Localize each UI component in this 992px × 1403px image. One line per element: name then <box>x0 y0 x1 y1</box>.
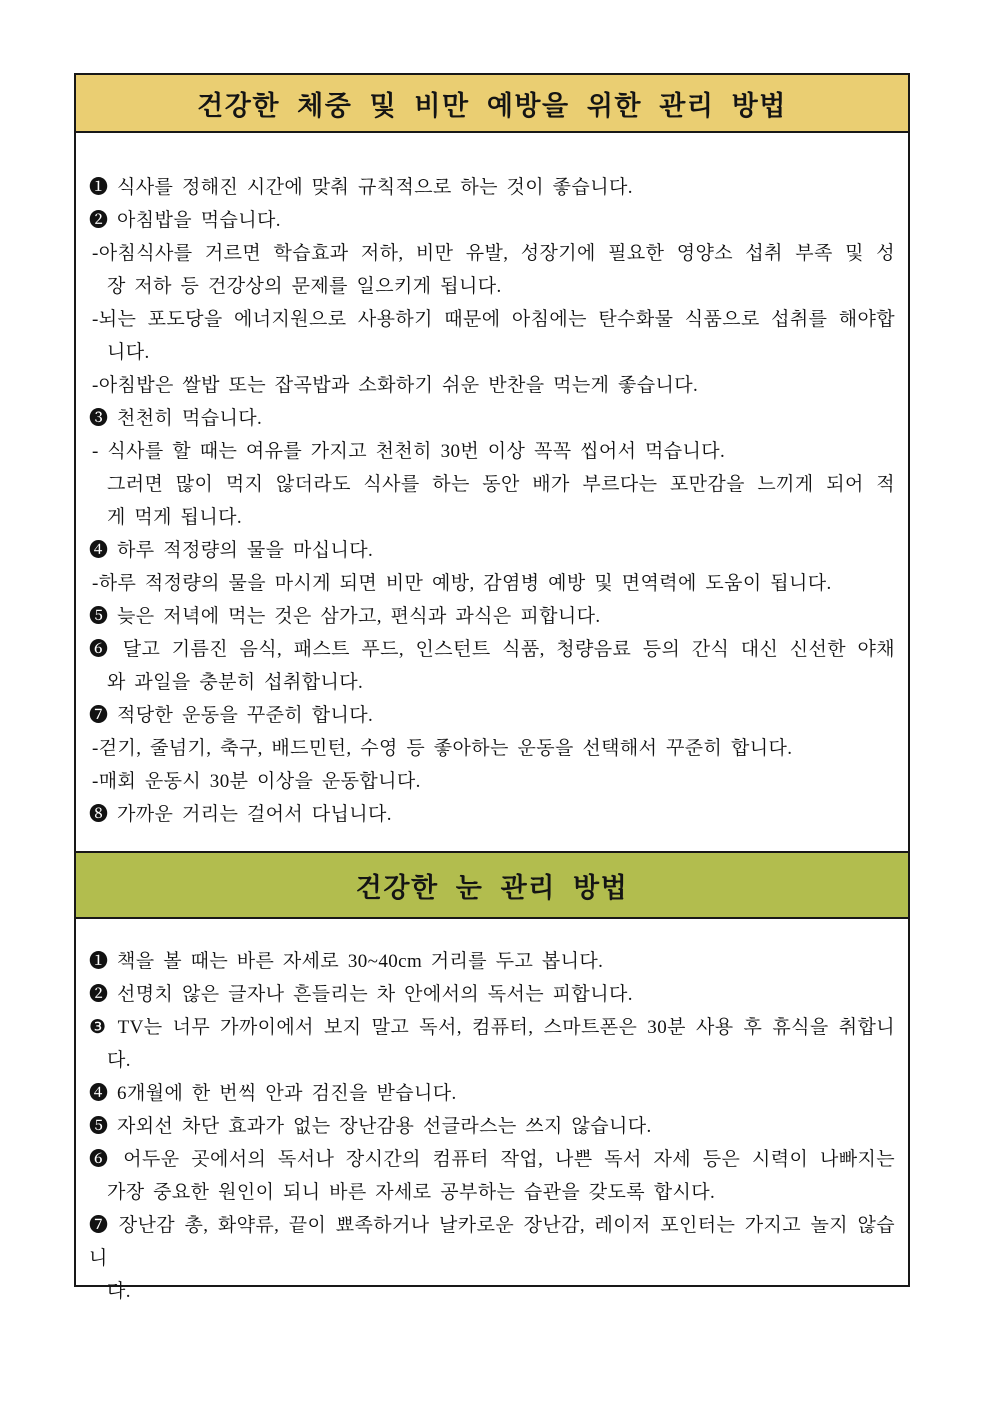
text-line: ❼ 장난감 총, 화약류, 끝이 뾰족하거나 날카로운 장난감, 레이저 포인터는 가지고 놀지 않습니 <box>89 1215 895 1269</box>
text-line: -하루 적정량의 물을 마시게 되면 비만 예방, 감염병 예방 및 면역력에 도움이 됩니다. <box>92 573 832 594</box>
text-line: -아침식사를 거르면 학습효과 저하, 비만 유발, 성장기에 필요한 영양소 섭취 부족 및 성 <box>92 243 895 264</box>
text-line: ❻ 어두운 곳에서의 독서나 장시간의 컴퓨터 작업, 나쁜 독서 자세 등은 시력이 나빠지는 <box>89 1149 895 1170</box>
text-line: - 식사를 할 때는 여유를 가지고 천천히 30번 이상 꼭꼭 씹어서 먹습니다. <box>92 441 726 462</box>
text-line: 다. <box>107 1050 131 1071</box>
text-line: 게 먹게 됩니다. <box>107 507 242 528</box>
text-line: ❷ 선명치 않은 글자나 흔들리는 차 안에서의 독서는 피합니다. <box>89 984 633 1005</box>
text-line: ❽ 가까운 거리는 걸어서 다닙니다. <box>89 804 392 825</box>
section-1-header <box>76 75 908 133</box>
text-line: ❸ TV는 너무 가까이에서 보지 말고 독서, 컴퓨터, 스마트폰은 30분 사용 후 휴식을 취합니 <box>89 1017 895 1038</box>
section-2-header <box>76 851 908 919</box>
text-line: -걷기, 줄넘기, 축구, 배드민턴, 수영 등 좋아하는 운동을 선택해서 꾸준히 합니다. <box>92 738 793 759</box>
text-line: 가장 중요한 원인이 되니 바른 자세로 공부하는 습관을 갖도록 합시다. <box>107 1182 716 1203</box>
health-guide-table <box>74 73 910 1302</box>
text-line: ❶ 식사를 정해진 시간에 맞춰 규칙적으로 하는 것이 좋습니다. <box>89 177 633 198</box>
text-line: -아침밥은 쌀밥 또는 잡곡밥과 소화하기 쉬운 반찬을 먹는게 좋습니다. <box>92 375 699 396</box>
text-line: ❺ 자외선 차단 효과가 없는 장난감용 선글라스는 쓰지 않습니다. <box>89 1116 652 1137</box>
text-line: ❼ 적당한 운동을 꾸준히 합니다. <box>89 705 374 726</box>
text-line: -뇌는 포도당을 에너지원으로 사용하기 때문에 아침에는 탄수화물 식품으로 섭취를 해야합 <box>92 309 895 330</box>
text-line: ❹ 6개월에 한 번씩 안과 검진을 받습니다. <box>89 1083 457 1104</box>
text-line: ❶ 책을 볼 때는 바른 자세로 30~40cm 거리를 두고 봅니다. <box>89 951 604 972</box>
text-line: 다. <box>107 1281 131 1302</box>
text-line: 니다. <box>107 342 150 363</box>
text-line: ❷ 아침밥을 먹습니다. <box>89 210 281 231</box>
section-1-body <box>76 133 908 851</box>
text-line: 와 과일을 충분히 섭취합니다. <box>107 672 364 693</box>
section-2-title: 건강한 눈 관리 방법 <box>355 872 629 903</box>
text-line: 장 저하 등 건강상의 문제를 일으키게 됩니다. <box>107 276 502 297</box>
text-line: ❺ 늦은 저녁에 먹는 것은 삼가고, 편식과 과식은 피합니다. <box>89 606 601 627</box>
section-2-body <box>76 919 908 1302</box>
text-line: 그러면 많이 먹지 않더라도 식사를 하는 동안 배가 부르다는 포만감을 느끼게 되어 적 <box>107 474 895 495</box>
text-line: ❻ 달고 기름진 음식, 패스트 푸드, 인스턴트 식품, 청량음료 등의 간식 대신 신선한 야채 <box>89 639 895 660</box>
text-line: ❹ 하루 적정량의 물을 마십니다. <box>89 540 374 561</box>
text-line: ❸ 천천히 먹습니다. <box>89 408 263 429</box>
text-line: -매회 운동시 30분 이상을 운동합니다. <box>92 771 421 792</box>
section-1-title: 건강한 체중 및 비만 예방을 위한 관리 방법 <box>197 90 787 121</box>
